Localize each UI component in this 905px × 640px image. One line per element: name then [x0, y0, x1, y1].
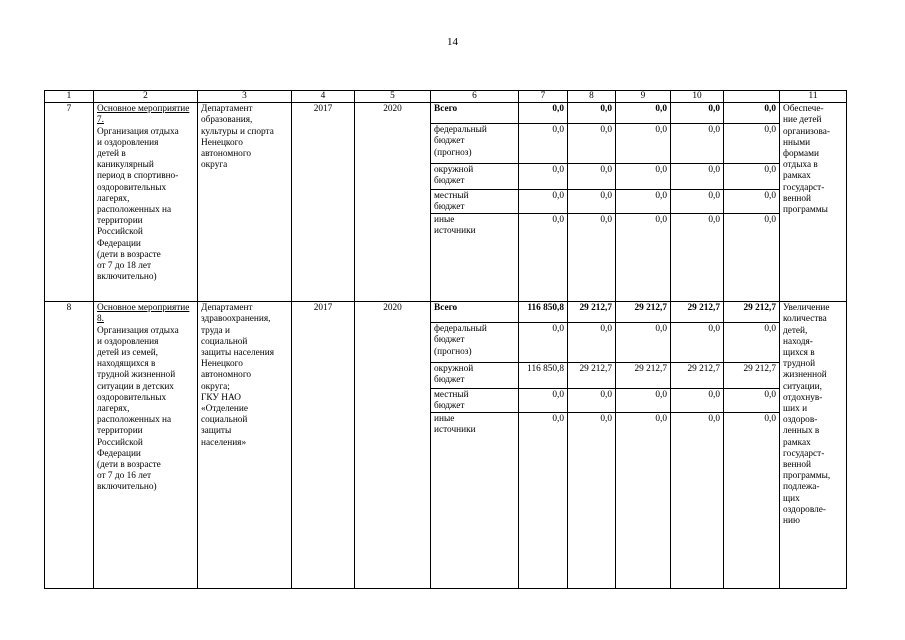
funding-value: 0,0	[724, 388, 779, 412]
funding-source-label: местный бюджет	[431, 189, 518, 213]
funding-value: 0,0	[600, 104, 612, 115]
funding-value: 0,0	[724, 412, 779, 588]
header-cell-8: 8	[568, 91, 616, 103]
executor: Департамент образования, культуры и спорта Ненецкого автономного округа	[198, 103, 292, 302]
executor: Департамент здравоохранения, труда и социальной защиты населения Ненецкого автономного округа; ГКУ НАО «Отделение социальной защиты населения»	[198, 302, 292, 589]
activity-text: Организация отдыха и оздоровления детей из семей, находящихся в трудной жизненной ситуации в детских оздоровительных лагерях, расположенных на территории Российской Федерации (дети в возрасте от 7 до 16 лет включительно)	[97, 325, 179, 493]
header-cell-6: 6	[431, 91, 519, 103]
funding-source-label: окружной бюджет	[431, 163, 518, 189]
funding-value: 0,0	[616, 189, 670, 213]
table-row	[45, 103, 847, 302]
funding-value-column	[724, 103, 780, 302]
funding-value: 0,0	[671, 213, 723, 301]
funding-value: 0,0	[671, 163, 723, 189]
funding-value: 0,0	[724, 163, 779, 189]
funding-value: 0,0	[724, 322, 779, 362]
funding-value-column	[568, 302, 616, 589]
funding-value: 0,0	[671, 123, 723, 163]
table-row	[45, 302, 847, 589]
start-year: 2017	[292, 103, 355, 302]
funding-source-label: окружной бюджет	[431, 362, 518, 388]
funding-value: 0,0	[616, 213, 670, 301]
funding-value-column	[671, 103, 724, 302]
header-cell-12: 11	[780, 91, 847, 103]
expected-result: Увеличение количества детей, находя- щихся в трудной жизненной ситуации, отдохнув- ших и оздоров- ленных в рамках государст- венной программы, подлежа- щих оздоровле- нию	[780, 302, 847, 589]
funding-value-column	[616, 103, 671, 302]
funding-value-column	[519, 302, 568, 589]
funding-source-label: иные источники	[431, 412, 518, 588]
funding-value: 29 212,7	[579, 303, 612, 314]
funding-value: 0,0	[724, 213, 779, 301]
funding-value: 0,0	[724, 123, 779, 163]
funding-source-label: Всего	[434, 104, 458, 115]
row-number: 7	[45, 103, 94, 302]
activity-title: Основное мероприятие 7.	[97, 104, 190, 126]
funding-value: 0,0	[568, 388, 615, 412]
funding-value: 0,0	[568, 123, 615, 163]
row-number: 8	[45, 302, 94, 589]
program-table	[44, 90, 847, 589]
funding-value: 116 850,8	[519, 362, 567, 388]
funding-value: 0,0	[568, 412, 615, 588]
funding-value: 0,0	[568, 213, 615, 301]
funding-value: 0,0	[568, 189, 615, 213]
funding-value: 0,0	[519, 123, 567, 163]
header-cell-4: 4	[292, 91, 355, 103]
funding-source-column	[431, 103, 519, 302]
activity-title: Основное мероприятие 8.	[97, 303, 190, 325]
funding-source-column	[431, 302, 519, 589]
funding-value: 0,0	[519, 213, 567, 301]
funding-value-column	[568, 103, 616, 302]
funding-value: 29 212,7	[743, 303, 776, 314]
funding-value: 0,0	[655, 104, 667, 115]
funding-value: 0,0	[519, 412, 567, 588]
funding-source-label: иные источники	[431, 213, 518, 301]
header-cell-5: 5	[355, 91, 431, 103]
page-number: 14	[447, 36, 458, 48]
funding-value: 29 212,7	[568, 362, 615, 388]
funding-value: 29 212,7	[671, 362, 723, 388]
activity-text: Организация отдыха и оздоровления детей в каникулярный период в спортивно- оздоровительных лагерях, расположенных на территории Российской Федерации (дети в возрасте от 7 до 18 лет включительно)	[97, 126, 179, 283]
funding-source-label: федеральный бюджет (прогноз)	[431, 123, 518, 163]
activity-description	[94, 302, 198, 589]
funding-value: 0,0	[708, 104, 720, 115]
funding-value: 0,0	[519, 322, 567, 362]
funding-value: 0,0	[519, 163, 567, 189]
funding-source-label: местный бюджет	[431, 388, 518, 412]
end-year: 2020	[355, 103, 431, 302]
funding-value: 0,0	[568, 322, 615, 362]
funding-value: 0,0	[671, 322, 723, 362]
funding-value: 29 212,7	[687, 303, 720, 314]
funding-value: 116 850,8	[527, 303, 564, 314]
funding-value: 29 212,7	[634, 303, 667, 314]
funding-value: 0,0	[519, 189, 567, 213]
header-cell-3: 3	[198, 91, 292, 103]
funding-value: 29 212,7	[724, 362, 779, 388]
funding-value: 29 212,7	[616, 362, 670, 388]
funding-source-label: федеральный бюджет (прогноз)	[431, 322, 518, 362]
funding-value: 0,0	[764, 104, 776, 115]
funding-value: 0,0	[616, 412, 670, 588]
header-cell-11	[724, 91, 780, 103]
funding-source-label: Всего	[434, 303, 458, 314]
funding-value: 0,0	[616, 123, 670, 163]
header-row	[45, 91, 847, 103]
funding-value: 0,0	[671, 189, 723, 213]
funding-value-column	[519, 103, 568, 302]
funding-value: 0,0	[616, 163, 670, 189]
funding-value: 0,0	[724, 189, 779, 213]
funding-value: 0,0	[568, 163, 615, 189]
header-cell-7: 7	[519, 91, 568, 103]
funding-value: 0,0	[616, 388, 670, 412]
start-year: 2017	[292, 302, 355, 589]
funding-value: 0,0	[519, 388, 567, 412]
activity-description	[94, 103, 198, 302]
funding-value: 0,0	[616, 322, 670, 362]
funding-value-column	[724, 302, 780, 589]
funding-value-column	[616, 302, 671, 589]
header-cell-10: 10	[671, 91, 724, 103]
funding-value: 0,0	[552, 104, 564, 115]
funding-value: 0,0	[671, 412, 723, 588]
header-cell-2: 2	[94, 91, 198, 103]
header-cell-1: 1	[45, 91, 94, 103]
end-year: 2020	[355, 302, 431, 589]
header-cell-9: 9	[616, 91, 671, 103]
funding-value-column	[671, 302, 724, 589]
expected-result: Обеспече- ние детей организова- нными формами отдыха в рамках государст- венной программы	[780, 103, 847, 302]
funding-value: 0,0	[671, 388, 723, 412]
